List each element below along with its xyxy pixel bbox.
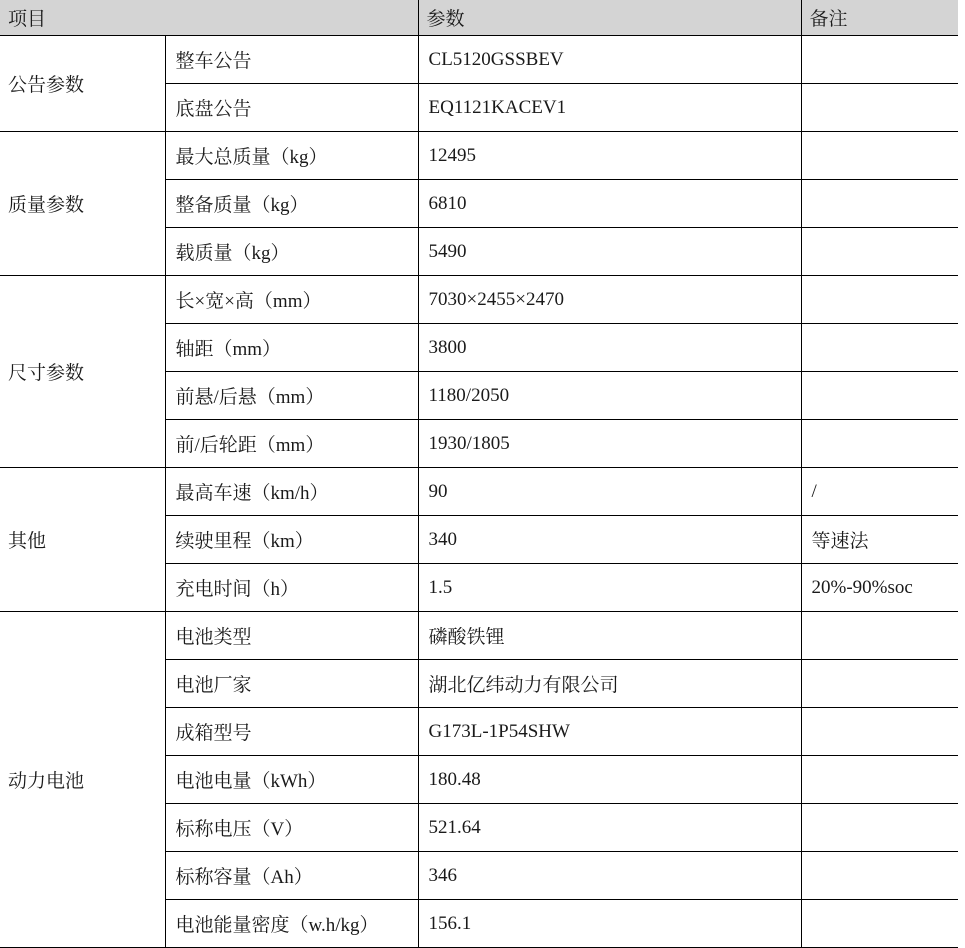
param-value: 180.48 xyxy=(418,756,801,804)
param-remark xyxy=(801,660,958,708)
param-remark xyxy=(801,276,958,324)
param-label: 长×宽×高（mm） xyxy=(165,276,418,324)
param-value: 1180/2050 xyxy=(418,372,801,420)
param-remark xyxy=(801,708,958,756)
param-value: 5490 xyxy=(418,228,801,276)
param-remark xyxy=(801,84,958,132)
param-label: 续驶里程（km） xyxy=(165,516,418,564)
param-label: 标称电压（V） xyxy=(165,804,418,852)
param-remark xyxy=(801,852,958,900)
group-name: 其他 xyxy=(0,468,165,612)
param-remark xyxy=(801,756,958,804)
header-row xyxy=(0,0,958,36)
table-row xyxy=(0,36,958,84)
group-name: 尺寸参数 xyxy=(0,276,165,468)
table-row xyxy=(0,612,958,660)
param-label: 最高车速（km/h） xyxy=(165,468,418,516)
param-label: 轴距（mm） xyxy=(165,324,418,372)
param-remark xyxy=(801,228,958,276)
param-value: 346 xyxy=(418,852,801,900)
param-label: 电池能量密度（w.h/kg） xyxy=(165,900,418,948)
param-value: 磷酸铁锂 xyxy=(418,612,801,660)
param-label: 最大总质量（kg） xyxy=(165,132,418,180)
param-label: 成箱型号 xyxy=(165,708,418,756)
param-value: 340 xyxy=(418,516,801,564)
param-value: G173L-1P54SHW xyxy=(418,708,801,756)
param-remark xyxy=(801,36,958,84)
group-name: 公告参数 xyxy=(0,36,165,132)
param-remark xyxy=(801,420,958,468)
param-remark xyxy=(801,612,958,660)
param-label: 电池类型 xyxy=(165,612,418,660)
param-remark: / xyxy=(801,468,958,516)
param-label: 底盘公告 xyxy=(165,84,418,132)
param-label: 前/后轮距（mm） xyxy=(165,420,418,468)
param-value: 1930/1805 xyxy=(418,420,801,468)
param-value: 156.1 xyxy=(418,900,801,948)
param-label: 载质量（kg） xyxy=(165,228,418,276)
param-value: EQ1121KACEV1 xyxy=(418,84,801,132)
param-label: 整备质量（kg） xyxy=(165,180,418,228)
param-value: CL5120GSSBEV xyxy=(418,36,801,84)
group-name: 质量参数 xyxy=(0,132,165,276)
spec-table-body xyxy=(0,36,958,948)
param-remark xyxy=(801,804,958,852)
param-label: 充电时间（h） xyxy=(165,564,418,612)
param-value: 湖北亿纬动力有限公司 xyxy=(418,660,801,708)
param-label: 标称容量（Ah） xyxy=(165,852,418,900)
param-remark xyxy=(801,372,958,420)
param-label: 整车公告 xyxy=(165,36,418,84)
param-label: 前悬/后悬（mm） xyxy=(165,372,418,420)
param-value: 1.5 xyxy=(418,564,801,612)
param-label: 电池厂家 xyxy=(165,660,418,708)
param-value: 12495 xyxy=(418,132,801,180)
header-param: 参数 xyxy=(418,0,801,36)
param-value: 521.64 xyxy=(418,804,801,852)
param-remark xyxy=(801,324,958,372)
table-row xyxy=(0,276,958,324)
param-remark xyxy=(801,900,958,948)
table-row xyxy=(0,132,958,180)
header-remark: 备注 xyxy=(801,0,958,36)
group-name: 动力电池 xyxy=(0,612,165,948)
param-label: 电池电量（kWh） xyxy=(165,756,418,804)
param-value: 90 xyxy=(418,468,801,516)
param-remark: 等速法 xyxy=(801,516,958,564)
param-remark xyxy=(801,180,958,228)
param-value: 6810 xyxy=(418,180,801,228)
header-item: 项目 xyxy=(0,0,418,36)
param-value: 7030×2455×2470 xyxy=(418,276,801,324)
table-row xyxy=(0,468,958,516)
param-remark: 20%-90%soc xyxy=(801,564,958,612)
param-remark xyxy=(801,132,958,180)
param-value: 3800 xyxy=(418,324,801,372)
